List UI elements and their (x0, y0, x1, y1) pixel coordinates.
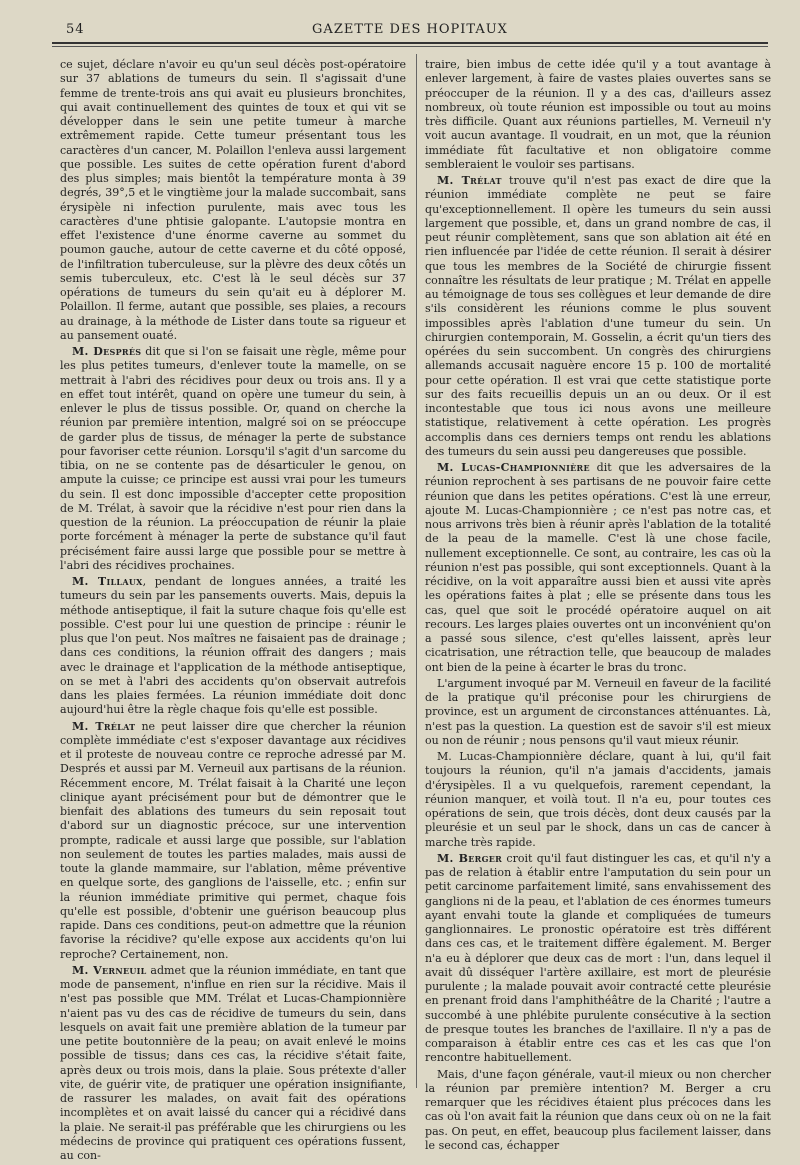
journal-title: GAZETTE DES HOPITAUX (312, 22, 508, 37)
paragraph (60, 964, 406, 1164)
paragraph-text: croit qu'il faut distinguer les cas, et qu'il n'y a pas de relation à établir entre l'amputation du sein pour un petit carcinome parfaitement limité, sans envahissement des ganglions ni de la peau, et l'ablation de ces énormes tumeurs ayant envahi toute la glande et compliquées de tumeurs ganglionnaires. Le pronostic opératoire est très différent dans ces cas, et le traitement diffère également. M. Berger n'a eu à déplorer que deux cas de mort : l'un, dans lequel il avait dû disséquer l'artère axillaire, est mort de pleurésie purulente ; la malade pouvait avoir contracté cette pleurésie en prenant froid dans l'amphithéâtre de la Charité ; l'autre a succombé à une phlébite purulente consécutive à la section de presque toutes les branches de l'axillaire. Il n'y a pas de comparaison à établir entre ces cas et les cas que l'on rencontre habituellement. (425, 851, 772, 1065)
column-divider (416, 54, 417, 1088)
speaker-name: M. Trélat (437, 174, 502, 187)
paragraph (425, 852, 771, 1066)
header-rule-thin (52, 46, 768, 47)
paragraph (425, 174, 771, 459)
paragraph (60, 575, 406, 718)
paragraph-text: trouve qu'il n'est pas exact de dire que la réunion immédiate complète ne peut se faire qu'exceptionnellement. Il opère les tumeurs du sein aussi largement que possible, et, dans un grand nombre de cas, il peut réunir complètement, sans que son ablation ait été en rien influencée par l'idée de cette réunion. Il serait à désirer que tous les membres de la Société de chirurgie fissent connaître les résultats de leur pratique ; M. Trélat en appelle au témoignage de tous ses collègues et leur demande de dire s'ils considèrent les réunions comme le plus souvent impossibles après l'ablation d'une tumeur du sein. Un chirurgien contemporain, M. Gosselin, a écrit qu'un tiers des opérées du sein succombent. Un congrès des chirurgiens allemands accusait naguère encore 15 p. 100 de mortalité pour cette opération. Il est vrai que cette statistique porte sur des faits recueillis depuis un an ou deux. Or il est incontestable que tous ici nous avons une meilleure statistique, relativement à cette opération. Les progrès accomplis dans ces derniers temps ont rendu les ablations des tumeurs du sein aussi peu dangereuses que possible. (425, 174, 771, 458)
paragraph (60, 345, 406, 573)
speaker-name: M. Lucas-Championnière (437, 461, 590, 474)
paragraph-text: , pendant de longues années, a traité les tumeurs du sein par les pansements ouverts. Mais, depuis la méthode antiseptique, il fait la suture chaque fois qu'elle est possible. C'est pour lui une question de principe : réunir le plus que l'on peut. Nos maîtres ne faisaient pas de drainage ; dans ces conditions, la réunion offrait des dangers ; mais avec le drainage et l'application de la méthode antiseptique, on se met à l'abri des accidents qu'on observait autrefois dans les plaies fermées. La réunion immédiate doit donc aujourd'hui être la règle chaque fois qu'elle est possible. (60, 575, 406, 717)
paragraph: traire, bien imbus de cette idée qu'il y a tout avantage à enlever largement, à faire de vastes plaies ouvertes sans se préoccuper de la réunion. Il y a des cas, d'ailleurs assez nombreux, où toute réunion est impossible ou tout au moins très difficile. Quant aux réunions partielles, M. Verneuil n'y voit aucun avantage. Il voudrait, en un mot, que la réunion immédiate fût facultative et non obligatoire comme sembleraient le vouloir ses partisans. (425, 58, 771, 171)
header-rule-thick (52, 42, 768, 44)
speaker-name: M. Berger (437, 851, 503, 865)
paragraph-text: dit que les adversaires de la réunion reprochent à ses partisans de ne pouvoir faire cette réunion que dans les petites opérations. C'est là une erreur, ajoute M. Lucas-Championnière ; ce n'est pas notre cas, et nous arrivons très bien à réunir après l'ablation de la totalité de la peau de la mamelle. C'est là une chose facile, nullement exceptionnelle. Ce sont, au contraire, les cas où la réunion n'est pas possible, qui sont exceptionnels. Quant à la récidive, on la voit apparaître aussi bien et aussi vite après les opérations faites à plat ; elle se présente dans tous les cas, quel que soit le procédé opératoire auquel on ait recours. Les larges plaies ouvertes ont un inconvénient qu'on a passé sous silence, c'est qu'elles laissent, après leur cicatrisation, une rétraction telle, que beaucoup de malades ont bien de la peine à écarter le bras du tronc. (425, 461, 771, 674)
paragraph: M. Lucas-Championnière déclare, quant à lui, qu'il fait toujours la réunion, qu'il n'a jamais d'accidents, jamais d'érysipèles. Il a vu quelquefois, rarement cependant, la réunion manquer, et voilà tout. Il n'a eu, pour toutes ces opérations de sein, que trois décès, dont deux causés par la pleurésie et un seul par le shock, dans un cas de cancer à marche très rapide. (425, 750, 771, 849)
speaker-name: M. Després (72, 345, 142, 358)
page-number: 54 (66, 22, 85, 37)
paragraph (425, 461, 771, 675)
paragraph (60, 720, 406, 962)
paragraph: L'argument invoqué par M. Verneuil en faveur de la facilité de la pratique qu'il préconise pour les chirurgiens de province, est un argument de circonstances atténuantes. Là, n'est pas la question. La question est de savoir s'il est mieux ou non de réunir ; nous pensons qu'il vaut mieux réunir. (425, 676, 771, 747)
speaker-name: M. Trélat (72, 719, 136, 733)
right-column (425, 58, 771, 1155)
speaker-name: M. Verneuil (72, 963, 147, 977)
running-header (52, 18, 768, 40)
left-column (60, 58, 406, 1165)
paragraph: ce sujet, déclare n'avoir eu qu'un seul décès post-opératoire sur 37 ablations de tumeurs du sein. Il s'agissait d'une femme de trente-trois ans qui avait eu plusieurs bronchites, qui avait continuellement des quintes de toux et qui vit se développer dans le sein une petite tumeur à marche extrêmement rapide. Cette tumeur présentant tous les caractères d'un cancer, M. Polaillon l'enleva aussi largement que possible. Les suites de cette opération furent d'abord des plus simples; mais bientôt la température monta à 39 degrés, 39°,5 et le vingtième jour la malade succombait, sans érysipèle ni infection purulente, mais avec tous les caractères d'une phtisie galopante. L'autopsie montra en effet l'existence d'une énorme caverne au sommet du poumon gauche, autour de cette caverne et du côté opposé, de l'infiltration tuberculeuse, sur la plèvre des deux côtés un semis tuberculeux, etc. C'est là le seul décès sur 37 opérations de tumeurs du sein qu'ait eu à déplorer M. Polaillon. Il ferme, autant que possible, ses plaies, a recours au drainage, à la méthode de Lister dans toute sa rigueur et au pansement ouaté. (60, 58, 406, 342)
paragraph-text: ne peut laisser dire que chercher la réunion complète immédiate c'est s'exposer davantage aux récidives et il proteste de nouveau contre ce reproche adressé par M. Després et aussi par M. Verneuil aux partisans de la réunion. Récemment encore, M. Trélat faisait à la Charité une leçon clinique ayant précisément pour but de démontrer que le bienfait des ablations des tumeurs du sein reposait tout d'abord sur un diagnostic précoce, sur une intervention prompte, radicale et aussi large que possible, sur l'ablation non seulement de toutes les parties malades, mais aussi de toute la glande mammaire, sur l'ablation, même préventive en quelque sorte, des ganglions de l'aisselle, etc. ; enfin sur la réunion immédiate primitive qui permet, chaque fois qu'elle est possible, d'obtenir une guérison beaucoup plus rapide. Dans ces conditions, peut-on admettre que la réunion favorise la récidive? qu'elle expose aux accidents qu'on lui reproche? Certainement, non. (60, 719, 406, 961)
paragraph-text: dit que si l'on se faisait une règle, même pour les plus petites tumeurs, d'enlever toute la mamelle, on se mettrait à l'abri des récidives pour deux ou trois ans. Il y a en effet tout intérêt, quand on opère une tumeur du sein, à enlever le plus de tissus possible. Or, quand on cherche la réunion par première intention, malgré soi on se préoccupe de garder plus de tissus, de ménager la perte de substance pour favoriser cette réunion. Lorsqu'il s'agit d'un sarcome du tibia, on ne se contente pas de désarticuler le genou, on ampute la cuisse; ce principe est aussi vrai pour les tumeurs du sein. Il est donc impossible d'accepter cette proposition de M. Trélat, à savoir que la récidive n'est pour rien dans la question de la réunion. La préoccupation de réunir la plaie porte forcément à ménager la perte de substance qu'il faut précisément faire aussi large que possible pour se mettre à l'abri des récidives prochaines. (60, 345, 406, 572)
speaker-name: M. Tillaux (72, 575, 143, 588)
paragraph-text: admet que la réunion immédiate, en tant que mode de pansement, n'influe en rien sur la récidive. Mais il n'est pas possible que MM. Trélat et Lucas-Championnière n'aient pas vu des cas de récidive de tumeurs du sein, dans lesquels on avait fait une première ablation de la tumeur par une petite boutonnière de la peau; on avait enlevé le moins possible de tissus; dans ces cas, la récidive s'était faite, après deux ou trois mois, dans la plaie. Sous prétexte d'aller vite, de guérir vite, de pratiquer une opération insignifiante, de rassurer les malades, on avait fait des opérations incomplètes et on avait laissé du cancer qui a récidivé dans la plaie. Ne serait-il pas préférable que les chirurgiens ou les médecins de province qui pratiquent ces opérations fussent, au con- (60, 963, 406, 1162)
paragraph: Mais, d'une façon générale, vaut-il mieux ou non chercher la réunion par première intention? M. Berger a cru remarquer que les récidives étaient plus précoces dans les cas où l'on avait fait la réunion que dans ceux où on ne la fait pas. On peut, en effet, beaucoup plus facilement laisser, dans le second cas, échapper (425, 1067, 771, 1152)
